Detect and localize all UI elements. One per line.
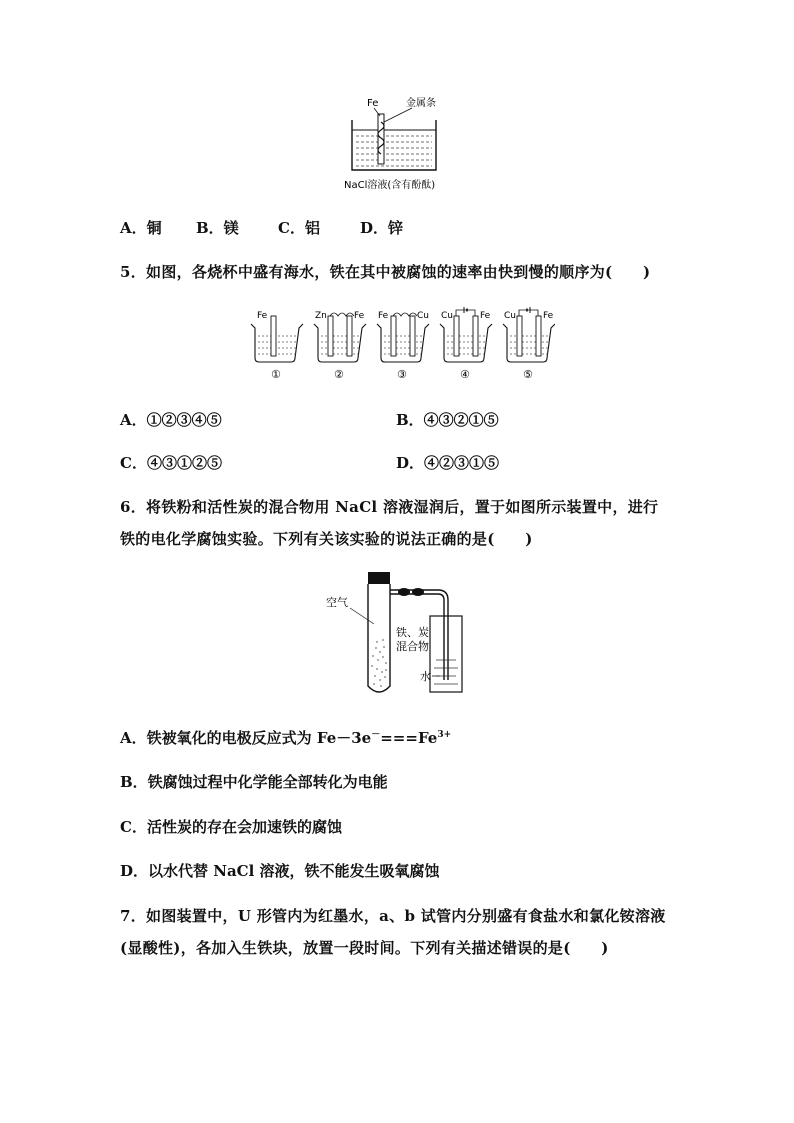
beaker-left-label: Cu	[441, 311, 453, 321]
q4-option-d[interactable]: D．锌	[360, 219, 404, 237]
label-mixture: 混合物	[396, 640, 429, 653]
q6-stem-line2: 铁的电化学腐蚀实验。下列有关该实验的说法正确的是( )	[120, 530, 533, 548]
beaker-number: ③	[397, 368, 407, 381]
q4-option-c[interactable]: C．铝	[278, 219, 320, 237]
q4-option-a[interactable]: A．铜	[120, 219, 162, 237]
q5-option-b[interactable]: B．④③②①⑤	[396, 411, 499, 429]
q6-option-c[interactable]: C．活性炭的存在会加速铁的腐蚀	[120, 818, 342, 836]
q6-stem-line1: 6．将铁粉和活性炭的混合物用 NaCl 溶液湿润后，置于如图所示装置中，进行	[120, 498, 659, 516]
q7-stem-line1: 7．如图装置中，U 形管内为红墨水，a、b 试管内分别盛有食盐水和氯化铵溶液	[120, 907, 666, 925]
figure-test-tube-apparatus	[320, 568, 480, 700]
q6-option-a[interactable]	[120, 727, 451, 748]
beaker-1	[251, 311, 303, 381]
q6-option-d[interactable]: D．以水代替 NaCl 溶液，铁不能发生吸氧腐蚀	[120, 862, 440, 880]
beaker-number: ②	[334, 368, 344, 381]
q6-option-b[interactable]: B．铁腐蚀过程中化学能全部转化为电能	[120, 773, 388, 791]
beaker-right-label: Cu	[417, 311, 429, 321]
q7-stem-line2: (显酸性)，各加入生铁块，放置一段时间。下列有关描述错误的是( )	[120, 939, 609, 957]
q5-option-d[interactable]: D．④②③①⑤	[396, 454, 500, 472]
beaker-3	[377, 311, 429, 381]
label-metal-strip: 金属条	[406, 98, 436, 109]
beaker-left-label: Fe	[257, 311, 268, 321]
beaker-right-label: Fe	[543, 311, 554, 321]
q5-option-c[interactable]: C．④③①②⑤	[120, 454, 222, 472]
label-air: 空气	[326, 596, 348, 609]
beaker-number: ④	[460, 368, 470, 381]
q6-option-a-prefix: A．铁被氧化的电极反应式为 Fe－3e	[120, 729, 372, 747]
beaker-number: ①	[271, 368, 281, 381]
q5-option-a[interactable]: A．①②③④⑤	[120, 411, 222, 429]
beaker-number: ⑤	[523, 368, 533, 381]
q6-option-a-charge-sup: 3+	[437, 730, 452, 740]
beaker-4	[440, 307, 492, 381]
beaker-2	[314, 311, 366, 381]
label-water: 水	[420, 670, 431, 683]
beaker-right-label: Fe	[354, 311, 365, 321]
figure-fe-metal-strip	[340, 92, 460, 192]
beaker-left-label: Fe	[378, 311, 389, 321]
q6-option-a-middle: ===Fe	[380, 729, 438, 747]
q6-option-a-electron-sup: －	[371, 730, 381, 740]
q5-stem: 5．如图，各烧杯中盛有海水，铁在其中被腐蚀的速率由快到慢的顺序为( )	[120, 263, 651, 281]
beaker-right-label: Fe	[480, 311, 491, 321]
beaker-5	[503, 307, 555, 381]
beaker-left-label: Zn	[315, 311, 327, 321]
beaker-left-label: Cu	[504, 311, 516, 321]
label-iron-carbon: 铁、炭	[396, 626, 429, 639]
figure-five-beakers	[245, 306, 555, 382]
label-fe: Fe	[367, 98, 379, 109]
q4-option-b[interactable]: B．镁	[196, 219, 239, 237]
label-nacl-solution: NaCl溶液(含有酚酞)	[344, 180, 436, 191]
